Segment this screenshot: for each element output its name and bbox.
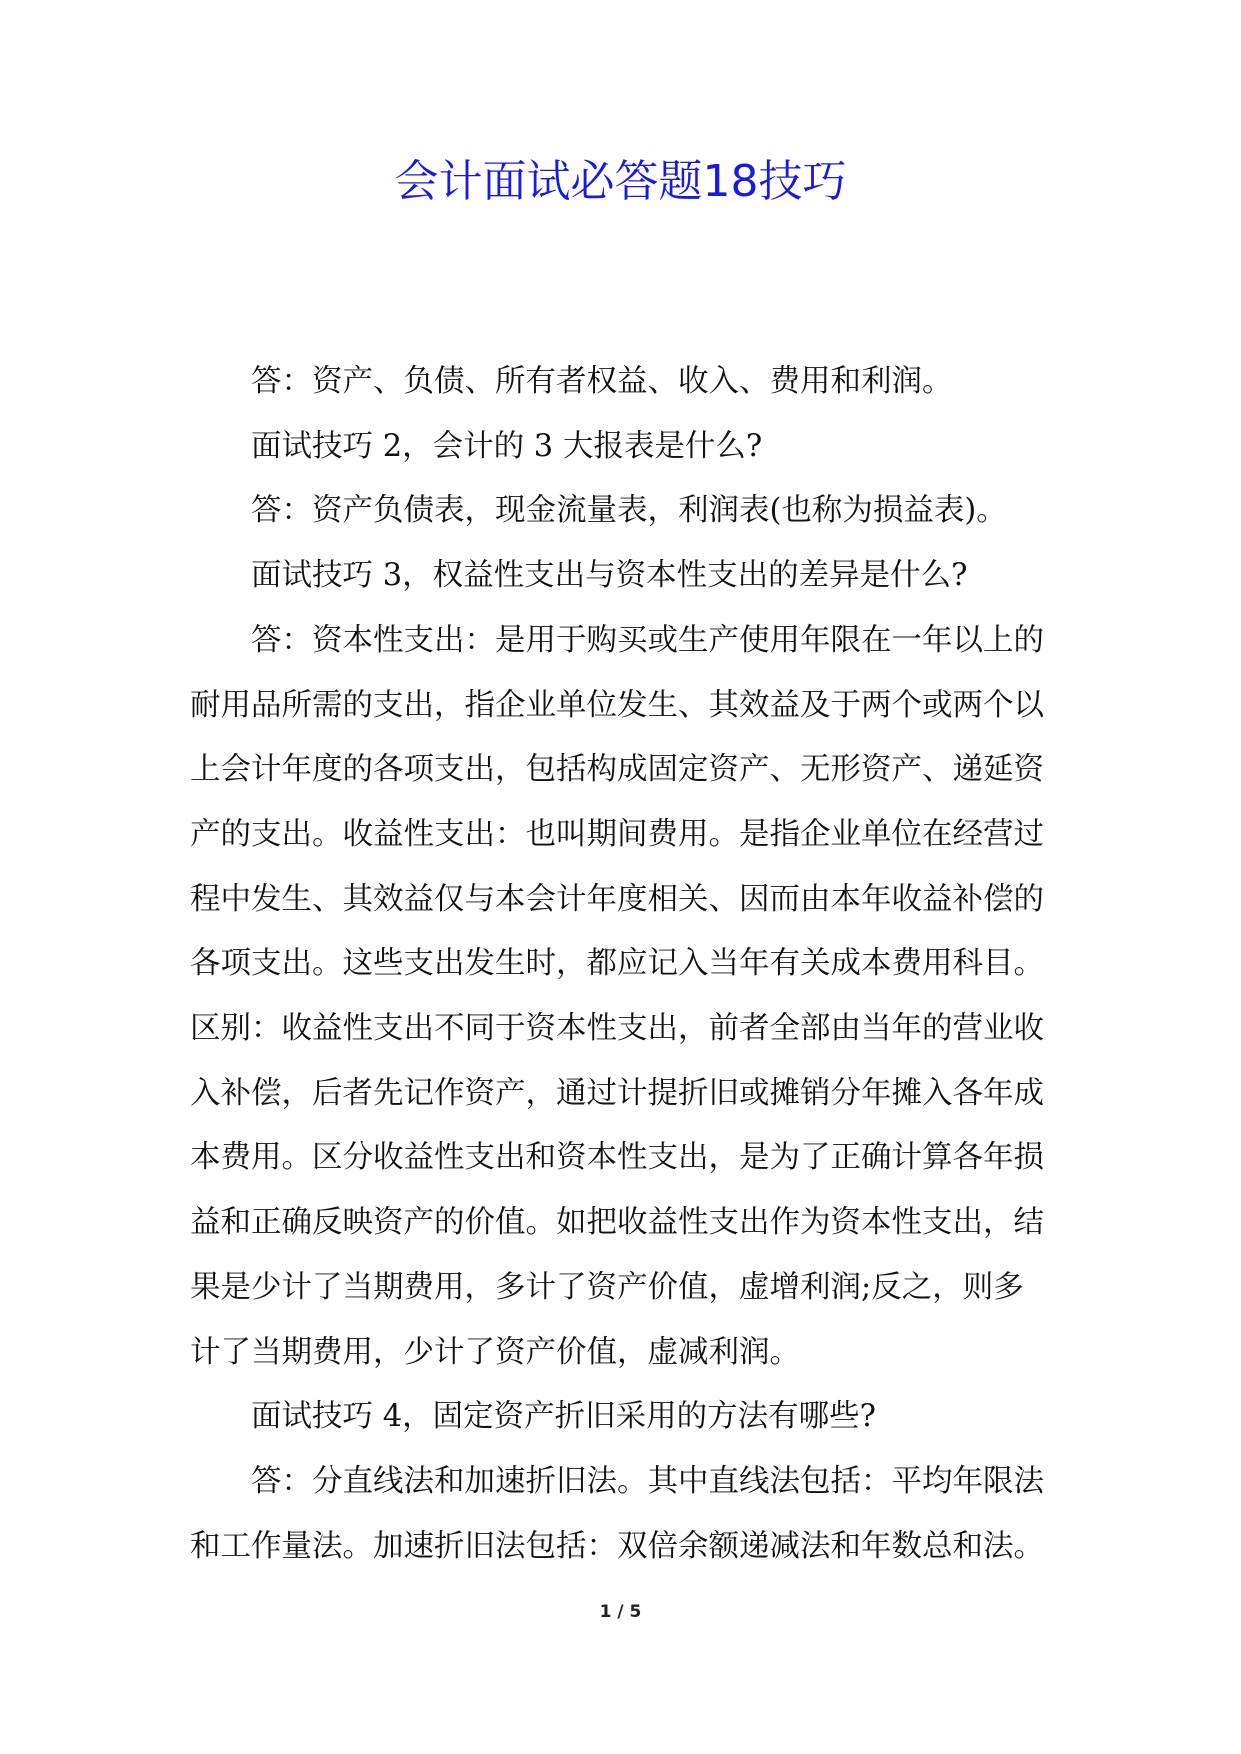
paragraph-line: 上会计年度的各项支出，包括构成固定资产、无形资产、递延资 — [190, 752, 1044, 788]
paragraph-question-3 — [190, 544, 1070, 609]
paragraph-line: 各项支出。这些支出发生时，都应记入当年有关成本费用科目。 — [190, 946, 1044, 982]
document-title: 会计面试必答题18技巧 — [394, 156, 847, 207]
paragraph-answer-3 — [190, 609, 1070, 1385]
paragraph-question-4 — [190, 1385, 1070, 1450]
paragraph-answer-1 — [190, 350, 1070, 415]
paragraph-line: 区别：收益性支出不同于资本性支出，前者全部由当年的营业收 — [190, 1011, 1044, 1047]
paragraph-line: 产的支出。收益性支出：也叫期间费用。是指企业单位在经营过 — [190, 816, 1044, 852]
paragraph-line: 答：资产、负债、所有者权益、收入、费用和利润。 — [251, 364, 953, 399]
paragraph-line: 计了当期费用，少计了资产价值，虚减利润。 — [190, 1334, 800, 1370]
paragraph-line: 答：分直线法和加速折旧法。其中直线法包括：平均年限法 — [251, 1463, 1044, 1499]
paragraph-line: 程中发生、其效益仅与本会计年度相关、因而由本年收益补偿的 — [190, 881, 1044, 917]
page-number: 1 / 5 — [599, 1602, 642, 1622]
paragraph-line: 本费用。区分收益性支出和资本性支出，是为了正确计算各年损 — [190, 1140, 1044, 1176]
paragraph-answer-2 — [190, 479, 1070, 544]
paragraph-line: 面试技巧 3，权益性支出与资本性支出的差异是什么? — [251, 558, 968, 594]
paragraph-line: 答：资产负债表，现金流量表，利润表(也称为损益表)。 — [251, 493, 1007, 529]
document-body — [190, 350, 1070, 1579]
paragraph-line: 入补偿，后者先记作资产，通过计提折旧或摊销分年摊入各年成 — [190, 1075, 1044, 1111]
paragraph-line: 答：资本性支出：是用于购买或生产使用年限在一年以上的 — [251, 622, 1044, 658]
paragraph-line: 和工作量法。加速折旧法包括：双倍余额递减法和年数总和法。 — [190, 1528, 1044, 1564]
paragraph-answer-4 — [190, 1450, 1070, 1579]
paragraph-question-2 — [190, 415, 1070, 480]
paragraph-line: 面试技巧 4，固定资产折旧采用的方法有哪些? — [251, 1399, 876, 1435]
paragraph-line: 耐用品所需的支出，指企业单位发生、其效益及于两个或两个以 — [190, 687, 1044, 723]
paragraph-line: 面试技巧 2，会计的 3 大报表是什么? — [251, 428, 763, 464]
paragraph-line: 益和正确反映资产的价值。如把收益性支出作为资本性支出，结 — [190, 1205, 1044, 1241]
paragraph-line: 果是少计了当期费用，多计了资产价值，虚增利润;反之，则多 — [190, 1269, 1024, 1305]
